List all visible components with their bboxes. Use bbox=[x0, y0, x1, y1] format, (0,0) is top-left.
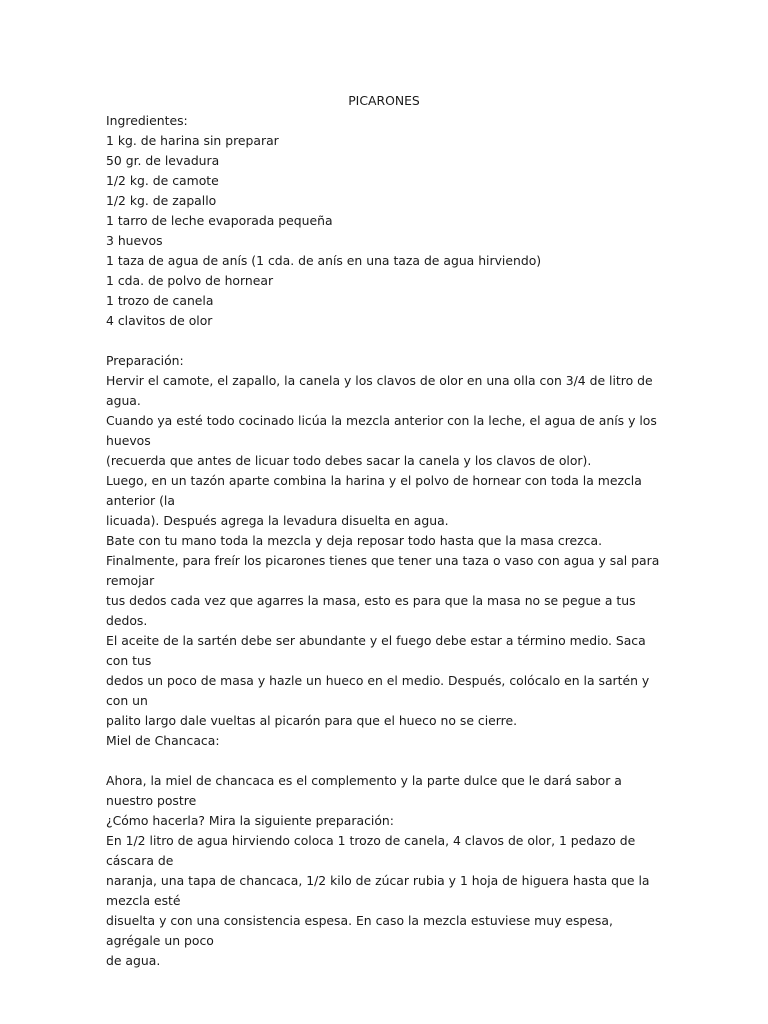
preparation-line: Luego, en un tazón aparte combina la harina y el polvo de hornear con toda la mezcla anterior (la bbox=[106, 473, 646, 508]
preparation-line: (recuerda que antes de licuar todo debes sacar la canela y los clavos de olor). bbox=[106, 453, 592, 468]
preparation-line: Bate con tu mano toda la mezcla y deja reposar todo hasta que la masa crezca. bbox=[106, 533, 603, 548]
ingredient-item: 1/2 kg. de zapallo bbox=[106, 193, 217, 208]
ingredient-item: 1 trozo de canela bbox=[106, 293, 214, 308]
miel-line: disuelta y con una consistencia espesa. En caso la mezcla estuviese muy espesa, agrégale un poco bbox=[106, 913, 617, 948]
miel-line: En 1/2 litro de agua hirviendo coloca 1 trozo de canela, 4 clavos de olor, 1 pedazo de cáscara de bbox=[106, 833, 640, 868]
miel-line: ¿Cómo hacerla? Mira la siguiente preparación: bbox=[106, 813, 394, 828]
preparation-line: Finalmente, para freír los picarones tienes que tener una taza o vaso con agua y sal para remojar bbox=[106, 553, 664, 588]
preparation-line: Cuando ya esté todo cocinado licúa la mezcla anterior con la leche, el agua de anís y los huevos bbox=[106, 413, 661, 448]
ingredient-item: 3 huevos bbox=[106, 233, 163, 248]
miel-line: de agua. bbox=[106, 953, 161, 968]
ingredient-item: 4 clavitos de olor bbox=[106, 313, 213, 328]
preparation-line: tus dedos cada vez que agarres la masa, esto es para que la masa no se pegue a tus dedos. bbox=[106, 593, 640, 628]
ingredient-item: 1 kg. de harina sin preparar bbox=[106, 133, 279, 148]
paragraph-spacer bbox=[106, 331, 666, 351]
ingredient-item: 1 taza de agua de anís (1 cda. de anís en una taza de agua hirviendo) bbox=[106, 253, 542, 268]
miel-line: Ahora, la miel de chancaca es el complemento y la parte dulce que le dará sabor a nuestro postre bbox=[106, 773, 626, 808]
preparation-line: El aceite de la sartén debe ser abundante y el fuego debe estar a término medio. Saca con tus bbox=[106, 633, 650, 668]
ingredient-item: 1 cda. de polvo de hornear bbox=[106, 273, 274, 288]
preparation-line: dedos un poco de masa y hazle un hueco en el medio. Después, colócalo en la sartén y con un bbox=[106, 673, 654, 708]
miel-line: naranja, una tapa de chancaca, 1/2 kilo de zúcar rubia y 1 hoja de higuera hasta que la mezcla esté bbox=[106, 873, 654, 908]
document-body bbox=[106, 91, 666, 971]
preparation-line: licuada). Después agrega la levadura disuelta en agua. bbox=[106, 513, 449, 528]
preparation-heading: Preparación: bbox=[106, 353, 184, 368]
paragraph-spacer bbox=[106, 751, 666, 771]
ingredients-heading: Ingredientes: bbox=[106, 113, 188, 128]
ingredient-item: 1/2 kg. de camote bbox=[106, 173, 219, 188]
preparation-line: Hervir el camote, el zapallo, la canela y los clavos de olor en una olla con 3/4 de litro de agua. bbox=[106, 373, 657, 408]
miel-heading: Miel de Chancaca: bbox=[106, 733, 220, 748]
preparation-line: palito largo dale vueltas al picarón para que el hueco no se cierre. bbox=[106, 713, 518, 728]
ingredient-item: 50 gr. de levadura bbox=[106, 153, 220, 168]
page-title: PICARONES bbox=[348, 93, 420, 108]
ingredient-item: 1 tarro de leche evaporada pequeña bbox=[106, 213, 333, 228]
